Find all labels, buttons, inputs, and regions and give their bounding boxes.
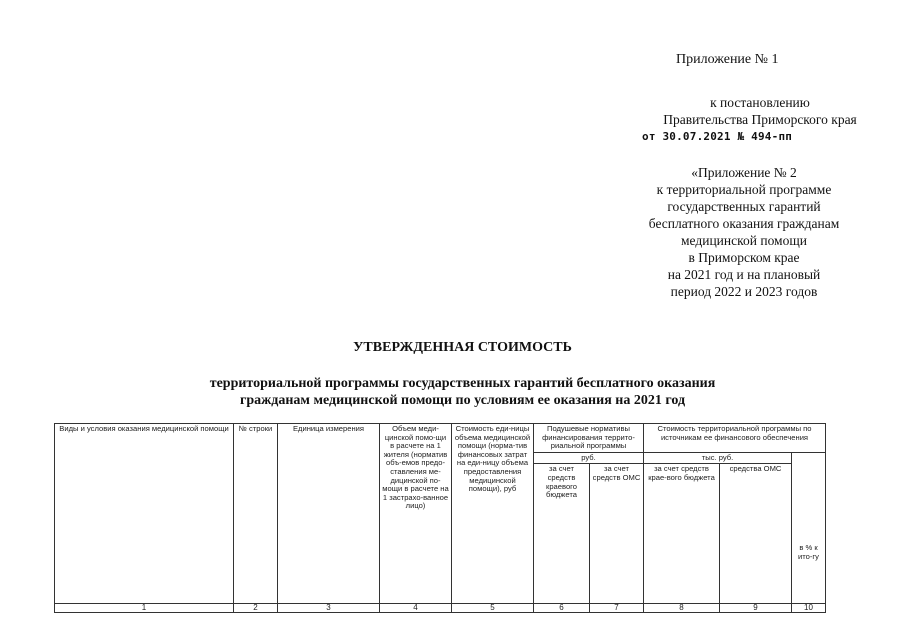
header-volume-per-resident: Объем меди-цинской помо-щи в расчете на 1 жителя (норматив объ-емов предо-ставления ме-дицинской по-мощи в расчете на 1 застрахо-ванное лицо) [380,424,452,604]
appendix-label: Приложение № 1 [676,52,779,67]
column-number: 5 [452,604,534,613]
header-row-number: № строки [234,424,278,604]
header-kinds-and-conditions: Виды и условия оказания медицинской помощи [55,424,234,604]
column-number: 3 [278,604,380,613]
document-title: УТВЕРЖДЕННАЯ СТОИМОСТЬ [353,340,572,355]
header-unit-thousand-rub: тыс. руб. [644,452,792,464]
header-percent-of-total: в % к ито-гу [792,452,826,604]
header-unit-cost: Стоимость еди-ницы объема медицинской помощи (норма-тив финансовых затрат на еди-ницу объема предоставления медицинской помощи), руб [452,424,534,604]
header-per-capita-standards: Подушевые нормативы финансирования террито-риальной программы [534,424,644,453]
annex-2-line: государственных гарантий [667,199,821,214]
header-unit-rub: руб. [534,452,644,464]
header-regional-budget-thousand: за счет средств крае-вого бюджета [644,464,720,604]
column-number: 7 [590,604,644,613]
annex-2-line: в Приморском крае [688,250,800,265]
subtitle-line-2: гражданам медицинской помощи по условиям ее оказания на 2021 год [239,393,686,408]
annex-2-line: период 2022 и 2023 годов [670,284,818,299]
resolution-date: от 30.07.2021 № 494-пп [642,130,793,143]
annex-2-line: к территориальной программе [656,182,832,197]
column-number: 2 [234,604,278,613]
column-numbers-row [55,604,826,613]
annex-2-line: бесплатного оказания гражданам [648,216,840,231]
annex-2-line: на 2021 год и на плановый [667,267,821,282]
header-unit-of-measure: Единица измерения [278,424,380,604]
header-program-cost: Стоимость территориальной программы по источникам ее финансового обеспечения [644,424,826,453]
subtitle-line-1: территориальной программы государственных гарантий бесплатного оказания [209,376,716,391]
annex-2-line: медицинской помощи [681,233,807,248]
column-number: 1 [55,604,234,613]
header-oms-thousand: средства ОМС [720,464,792,604]
column-number: 6 [534,604,590,613]
column-number: 8 [644,604,720,613]
resolution-line-1: к постановлению [710,95,810,110]
column-number: 9 [720,604,792,613]
resolution-reference [640,94,880,145]
column-number: 10 [792,604,826,613]
cost-table [54,423,826,613]
header-oms-rub: за счет средств ОМС [590,464,644,604]
annex-2-line: «Приложение № 2 [691,165,797,180]
header-regional-budget-rub: за счет средств краевого бюджета [534,464,590,604]
document-subtitle [0,375,905,409]
annex-2-reference [628,164,860,300]
resolution-line-2: Правительства Приморского края [663,112,857,127]
column-number: 4 [380,604,452,613]
